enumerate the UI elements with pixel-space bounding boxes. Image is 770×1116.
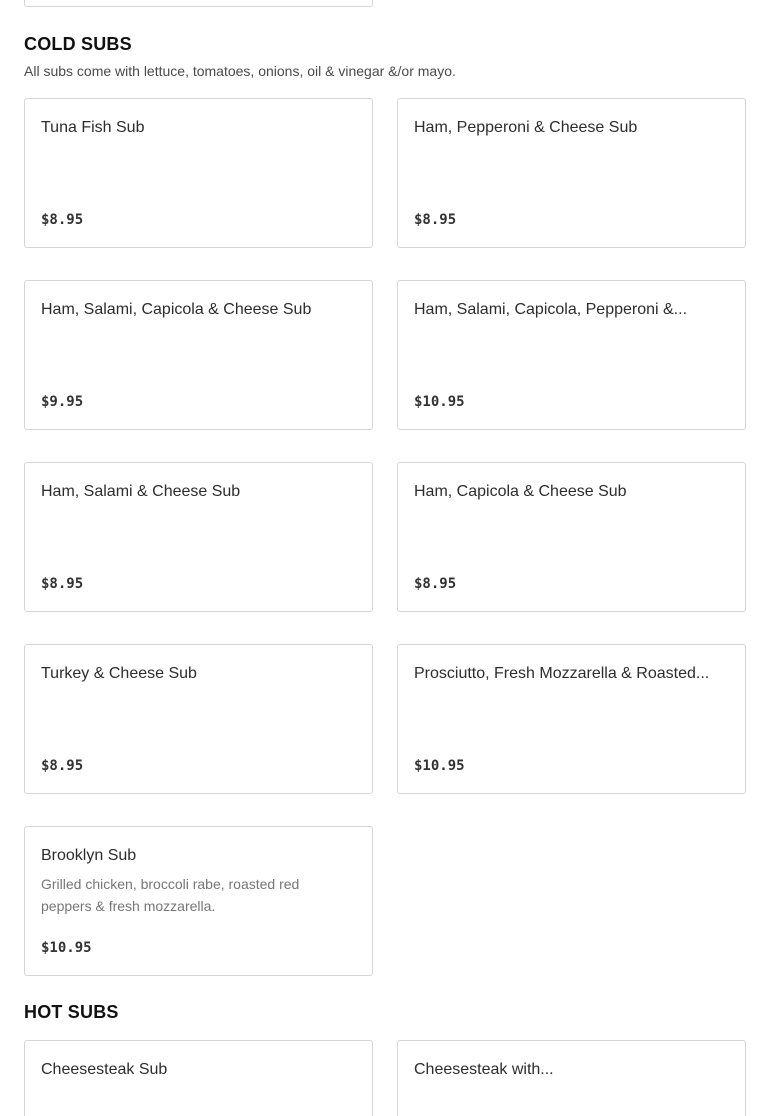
- menu-item-name: Prosciutto, Fresh Mozzarella & Roasted...: [414, 665, 710, 682]
- menu-item-card[interactable]: [24, 280, 373, 430]
- menu-item-name: Cheesesteak Sub: [41, 1061, 168, 1078]
- menu-item-price: $10.95: [414, 758, 465, 774]
- menu-item-card[interactable]: [24, 98, 373, 248]
- section-title-cold-subs: COLD SUBS: [24, 34, 132, 54]
- menu-item-name: Ham, Salami, Capicola, Pepperoni &...: [414, 301, 688, 318]
- menu-item-card[interactable]: [24, 826, 373, 976]
- menu-item-name: Ham, Salami & Cheese Sub: [41, 483, 241, 500]
- menu-item-card[interactable]: [397, 462, 746, 612]
- menu-item-price: $8.95: [41, 212, 84, 228]
- menu-item-name: Cheesesteak with...: [414, 1061, 554, 1078]
- menu-item-name: Tuna Fish Sub: [41, 119, 145, 136]
- menu-item-description: Grilled chicken, broccoli rabe, roasted red peppers & fresh mozzarella.: [41, 876, 300, 914]
- menu-item-price: $8.95: [41, 758, 84, 774]
- menu-item-name: Ham, Capicola & Cheese Sub: [414, 483, 627, 500]
- menu-item-card[interactable]: [397, 280, 746, 430]
- menu-item-price: $8.95: [41, 576, 84, 592]
- section-title-hot-subs: HOT SUBS: [24, 1002, 119, 1022]
- menu-item-card[interactable]: [397, 644, 746, 794]
- menu-item-price: $8.95: [414, 212, 457, 228]
- menu-item-name: Ham, Pepperoni & Cheese Sub: [414, 119, 638, 136]
- menu-item-card[interactable]: [24, 462, 373, 612]
- menu-item-card[interactable]: [24, 644, 373, 794]
- menu-item-price: $10.95: [414, 394, 465, 410]
- menu-item-price: $8.95: [414, 576, 457, 592]
- section-note-cold-subs: All subs come with lettuce, tomatoes, onions, oil & vinegar &/or mayo.: [24, 63, 456, 79]
- menu-item-card[interactable]: [24, 1040, 373, 1116]
- menu-item-card[interactable]: [397, 98, 746, 248]
- menu-item-card-previous[interactable]: [24, 0, 373, 7]
- menu-item-price: $10.95: [41, 940, 92, 956]
- menu-item-card[interactable]: [397, 1040, 746, 1116]
- menu-item-name: Ham, Salami, Capicola & Cheese Sub: [41, 301, 312, 318]
- menu-item-name: Brooklyn Sub: [41, 847, 137, 864]
- menu-item-name: Turkey & Cheese Sub: [41, 665, 197, 682]
- menu-item-price: $9.95: [41, 394, 84, 410]
